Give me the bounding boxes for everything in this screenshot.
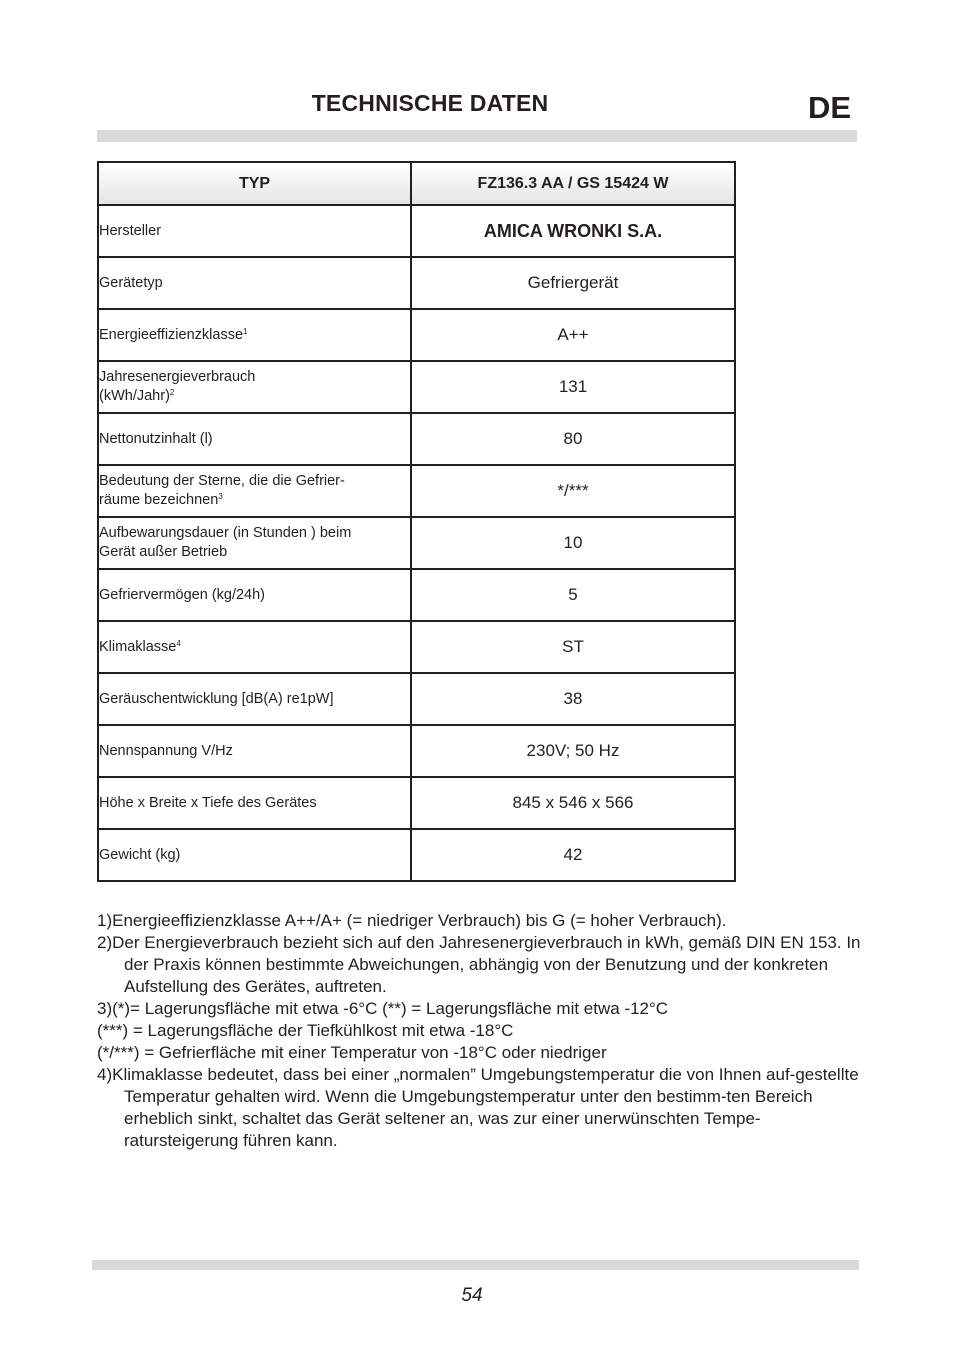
column-header-type: TYP (98, 162, 411, 205)
row-value: 10 (411, 517, 735, 569)
row-label-line-1: Aufbewarungsdauer (in Stunden ) beim (99, 525, 352, 541)
table-row (98, 673, 735, 725)
table-row (98, 777, 735, 829)
footnote-1: 1)Energieeffizienzklasse A++/A+ (= niedriger Verbrauch) bis G (= hoher Verbrauch). (97, 911, 727, 930)
row-label-text: Klimaklasse (99, 638, 177, 655)
table-row (98, 465, 735, 517)
row-label-text: Energieeffizienzklasse (99, 326, 244, 343)
footnote-4: 4)Klimaklasse bedeutet, dass bei einer „normalen” Umgebungstemperatur die von Ihnen auf-gestellte Temperatur gehalten wird. Wenn die Umgebungstemperatur unter den bestimm-ten Bereich erheblich sinkt, schaltet das Gerät seltener an, was zur einer unerwünschten Tempe- ratursteigerung führen kann. (97, 1065, 859, 1150)
page-number: 54 (461, 1285, 483, 1306)
table-row (98, 257, 735, 309)
footnotes (97, 910, 867, 1152)
footnote-3: 3)(*)= Lagerungsfläche mit etwa -6°C (**) = Lagerungsfläche mit etwa -12°C (97, 999, 669, 1018)
table-row (98, 829, 735, 881)
row-value: 5 (411, 569, 735, 621)
row-value: 38 (411, 673, 735, 725)
row-label: Nettonutzinhalt (l) (98, 413, 411, 465)
row-label (98, 621, 411, 673)
row-label-line-1: Jahresenergieverbrauch (99, 369, 256, 385)
row-value: 131 (411, 361, 735, 413)
language-code: DE (808, 90, 852, 125)
table-row (98, 517, 735, 569)
row-label-line-2: räume bezeichnen (99, 492, 219, 508)
table-row (98, 725, 735, 777)
row-value: ST (411, 621, 735, 673)
row-label: Geräuschentwicklung [dB(A) re1pW] (98, 673, 411, 725)
table-row (98, 621, 735, 673)
row-label (98, 309, 411, 361)
row-value: 42 (411, 829, 735, 881)
table-row (98, 205, 735, 257)
row-label (98, 465, 411, 517)
footnote-3c: (*/***) = Gefrierfläche mit einer Temperatur von -18°C oder niedriger (97, 1043, 607, 1062)
row-label-line-1: Bedeutung der Sterne, die die Gefrier- (99, 473, 345, 489)
table-header-row (98, 162, 735, 205)
page-title: TECHNISCHE DATEN (311, 90, 549, 116)
footnote-marker: 2 (169, 388, 175, 397)
row-label-line-2: Gerät außer Betrieb (99, 544, 228, 560)
row-value: AMICA WRONKI S.A. (411, 205, 735, 257)
row-label (98, 517, 411, 569)
table-row (98, 361, 735, 413)
column-header-model: FZ136.3 AA / GS 15424 W (411, 162, 735, 205)
row-value: */*** (411, 465, 735, 517)
table-row (98, 413, 735, 465)
footnote-2: 2)Der Energieverbrauch bezieht sich auf den Jahresenergieverbrauch in kWh, gemäß DIN EN 153. In der Praxis können bestimmte Abweichungen, abhängig von der Benutzung und der konkreten Aufstellung des Gerätes, auftreten. (97, 933, 861, 996)
table-row (98, 569, 735, 621)
table-row (98, 309, 735, 361)
row-label: Höhe x Breite x Tiefe des Gerätes (98, 777, 411, 829)
row-label: Gerätetyp (98, 257, 411, 309)
footer-divider (92, 1260, 859, 1270)
row-label: Gewicht (kg) (98, 829, 411, 881)
row-label (98, 361, 411, 413)
footnote-marker: 1 (243, 326, 248, 336)
row-label: Nennspannung V/Hz (98, 725, 411, 777)
spec-table (97, 161, 736, 882)
row-label-line-2: (kWh/Jahr) (99, 388, 170, 404)
footnote-marker: 4 (176, 638, 181, 648)
row-label: Hersteller (98, 205, 411, 257)
row-value: 80 (411, 413, 735, 465)
row-value: 230V; 50 Hz (411, 725, 735, 777)
footnote-3b: (***) = Lagerungsfläche der Tiefkühlkost mit etwa -18°C (97, 1021, 514, 1040)
row-value: 845 x 546 x 566 (411, 777, 735, 829)
footnote-marker: 3 (218, 492, 223, 501)
header-divider (97, 130, 857, 142)
row-label: Gefriervermögen (kg/24h) (98, 569, 411, 621)
row-value: A++ (411, 309, 735, 361)
row-value: Gefriergerät (411, 257, 735, 309)
